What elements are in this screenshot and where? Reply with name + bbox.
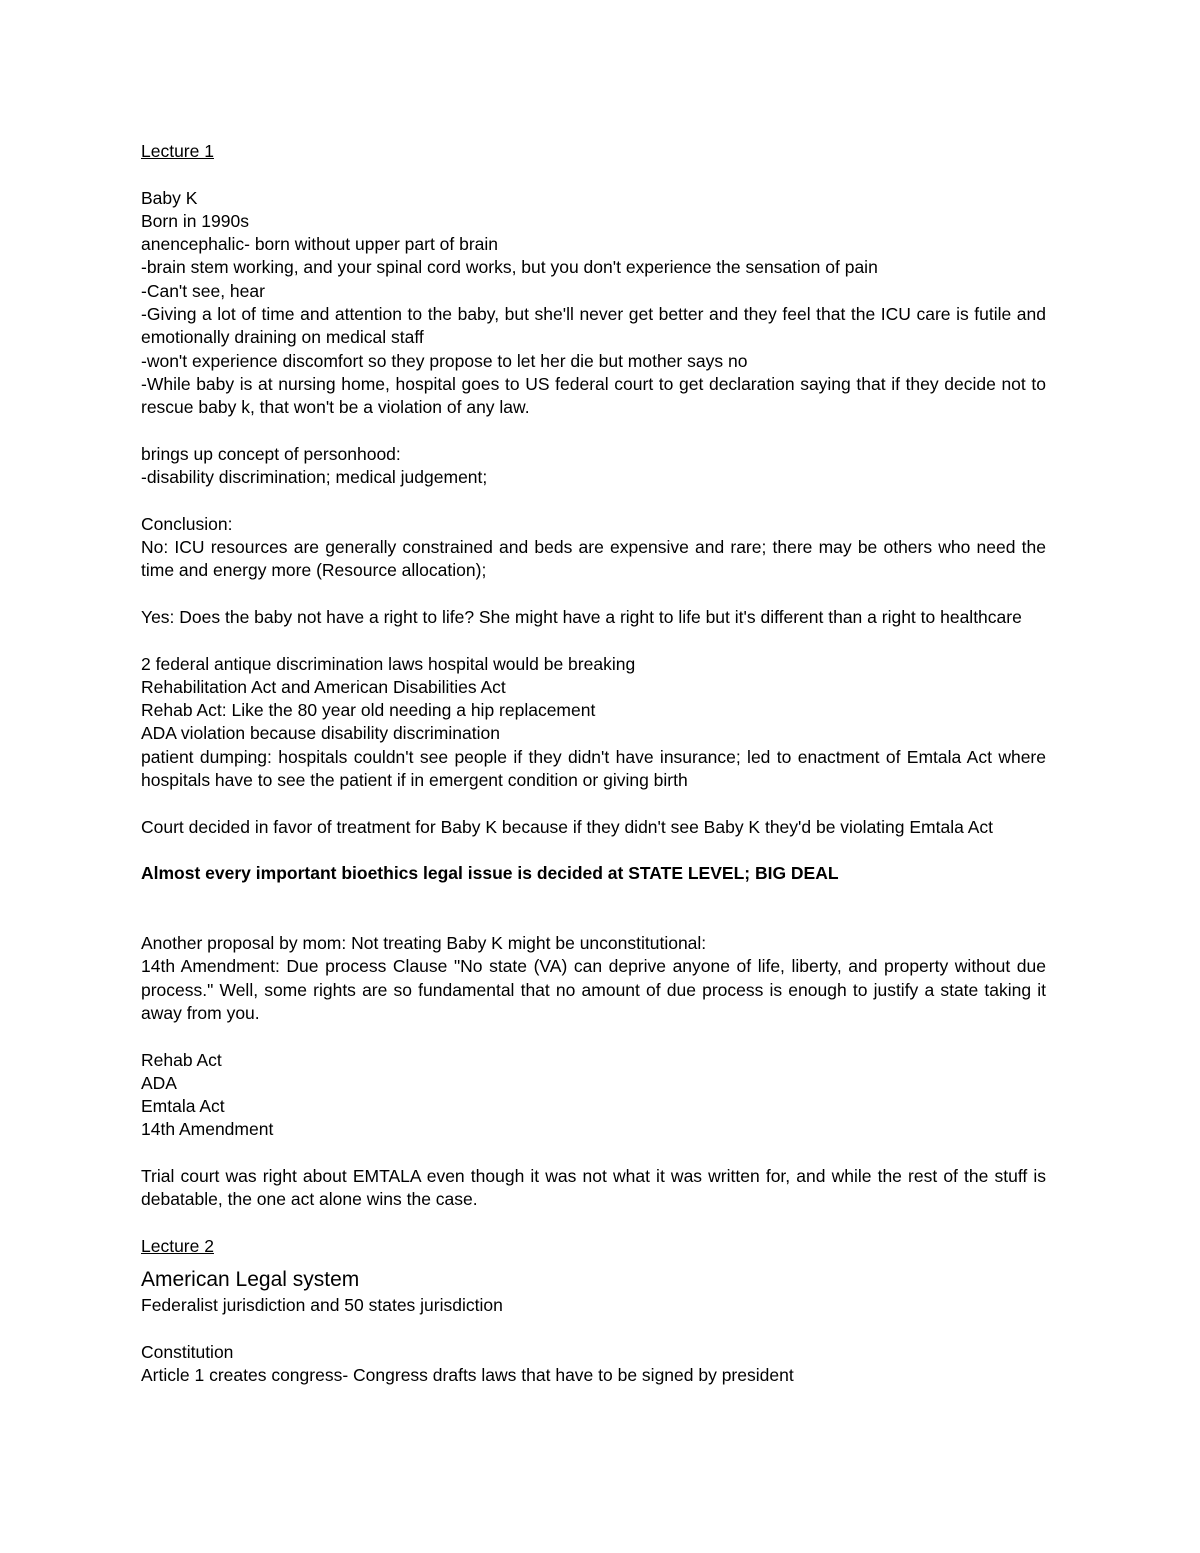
note-line: Rehabilitation Act and American Disabilities Act <box>141 676 506 697</box>
spacer <box>141 583 1046 606</box>
note-line: -won't experience discomfort so they propose to let her die but mother says no <box>141 350 748 371</box>
spacer <box>141 629 1046 652</box>
conclusion-yes: Yes: Does the baby not have a right to life? She might have a right to life but it's different than a right to healthcare <box>141 606 1022 627</box>
note-line: brings up concept of personhood: <box>141 443 401 464</box>
note-paragraph: -While baby is at nursing home, hospital goes to US federal court to get declaration saying that if they decide not to rescue baby k, that won't be a violation of any law. <box>141 373 1046 418</box>
note-line: 2 federal antique discrimination laws hospital would be breaking <box>141 653 636 674</box>
note-line: -disability discrimination; medical judgement; <box>141 467 488 488</box>
note-line: -brain stem working, and your spinal cord works, but you don't experience the sensation of pain <box>141 257 878 278</box>
list-item: Rehab Act <box>141 1049 222 1070</box>
spacer <box>141 839 1046 862</box>
spacer <box>141 1025 1046 1048</box>
spacer <box>141 489 1046 512</box>
lecture-2-title: Lecture 2 <box>141 1235 214 1256</box>
spacer <box>141 1318 1046 1341</box>
lecture-1-title: Lecture 1 <box>141 141 214 161</box>
conclusion-no: No: ICU resources are generally constrained and beds are expensive and rare; there may be others who need the time and energy more (Resource allocation); <box>141 537 1046 581</box>
note-line: Rehab Act: Like the 80 year old needing a hip replacement <box>141 700 596 721</box>
conclusion-label: Conclusion: <box>141 513 233 534</box>
note-paragraph: -Giving a lot of time and attention to the baby, but she'll never get better and they feel that the ICU care is futile and emotionally draining on medical staff <box>141 304 1046 348</box>
amendment-paragraph: 14th Amendment: Due process Clause "No state (VA) can deprive anyone of life, liberty, and property without due process." Well, some rights are so fundamental that no amount of due process is enough to justify a state taking it away from you. <box>141 956 1046 1023</box>
note-line: ADA violation because disability discrimination <box>141 723 500 744</box>
note-line: -Can't see, hear <box>141 280 265 301</box>
note-line: anencephalic- born without upper part of brain <box>141 234 499 255</box>
spacer <box>141 1212 1046 1235</box>
section-heading: American Legal system <box>141 1268 360 1292</box>
note-line: Federalist jurisdiction and 50 states jurisdiction <box>141 1295 503 1316</box>
constitution-label: Constitution <box>141 1341 234 1362</box>
spacer <box>141 886 1046 909</box>
spacer <box>141 420 1046 443</box>
note-line: Article 1 creates congress- Congress drafts laws that have to be signed by president <box>141 1365 794 1386</box>
note-line: Born in 1990s <box>141 210 249 231</box>
note-line: Baby K <box>141 187 198 208</box>
court-decision: Court decided in favor of treatment for Baby K because if they didn't see Baby K they'd be violating Emtala Act <box>141 816 994 837</box>
list-item: Emtala Act <box>141 1096 225 1117</box>
spacer <box>141 909 1046 932</box>
bold-statement: Almost every important bioethics legal issue is decided at STATE LEVEL; BIG DEAL <box>141 863 839 884</box>
list-item: 14th Amendment <box>141 1119 274 1140</box>
spacer <box>141 1142 1046 1165</box>
trial-paragraph: Trial court was right about EMTALA even though it was not what it was written for, and while the rest of the stuff is debatable, the one act alone wins the case. <box>141 1166 1046 1210</box>
list-item: ADA <box>141 1072 177 1093</box>
document-body <box>141 140 1046 1387</box>
spacer <box>141 792 1046 815</box>
note-paragraph: patient dumping: hospitals couldn't see people if they didn't have insurance; led to enactment of Emtala Act where hospitals have to see the patient if in emergent condition or giving birth <box>141 746 1046 791</box>
note-line: Another proposal by mom: Not treating Baby K might be unconstitutional: <box>141 933 707 954</box>
spacer <box>141 163 1046 186</box>
